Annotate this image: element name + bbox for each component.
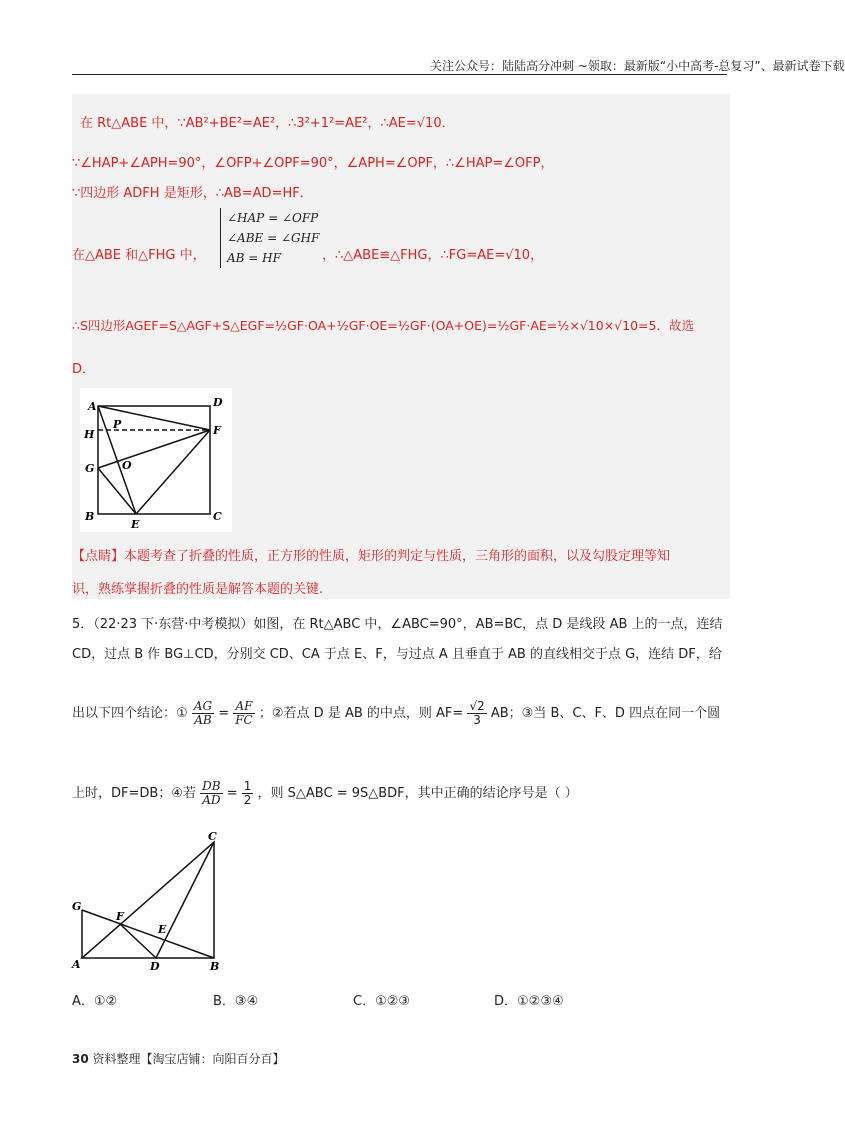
fig2-label-E: E: [158, 923, 167, 936]
solution-line-6: D．: [72, 362, 96, 377]
solution-line-4-post: ，∴△ABE≌△FHG，∴FG=AE=√10，: [322, 248, 544, 263]
square-figure-svg: [80, 388, 232, 532]
page-header: 关注公众号：陆陆高分冲刺 ~领取：最新版“小中高考-总复习”、最新试卷下载: [430, 59, 845, 73]
problem-line-4-a: 上时，DF=DB；④若: [72, 786, 196, 802]
fig1-label-C: C: [213, 510, 222, 523]
problem-line-4-b: ，则 S△ABC = 9S△BDF，其中正确的结论序号是（ ）: [257, 786, 578, 802]
page-footer: [72, 1050, 285, 1067]
fig1-label-G: G: [85, 462, 95, 475]
system-eq-2: ∠ABE = ∠GHF: [227, 231, 320, 245]
fig1-label-P: P: [113, 418, 122, 431]
fig1-label-F: F: [213, 424, 221, 437]
footer-text: 资料整理【淘宝店铺：向阳百分百】: [92, 1052, 285, 1066]
fig2-label-C: C: [208, 830, 217, 843]
solution-line-4-pre: 在△ABE 和△FHG 中，: [72, 248, 206, 263]
congruence-system: [220, 208, 319, 268]
fig2-label-G: G: [72, 900, 82, 913]
page-number: 30: [72, 1052, 89, 1066]
fig2-label-A: A: [72, 958, 81, 971]
comment-line-2: 识，熟练掌握折叠的性质是解答本题的关键.: [72, 582, 324, 597]
fig1-label-H: H: [84, 428, 95, 441]
fraction-db-ad: $\frac{DB}{AD}$: [202, 779, 221, 808]
problem-line-3: 出以下四个结论：① $\frac{AG}{AB}$ = $\frac{AF}{FC}$ ；②若点 D 是 AB 的中点，则 AF= $\frac{√2}{3}$ AB；③当 B、C、F、D 四点在同一个圆: [72, 699, 721, 728]
option-d[interactable]: D．①②③④: [494, 994, 564, 1009]
system-eq-1: ∠HAP = ∠OFP: [227, 211, 319, 225]
problem-line-2: CD，过点 B 作 BG⊥CD，分别交 CD、CA 于点 E、F，与过点 A 且垂直于 AB 的直线相交于点 G，连结 DF，给: [72, 647, 722, 662]
fraction-one-half: $\frac{1}{2}$: [243, 779, 252, 808]
fig1-label-D: D: [213, 396, 223, 409]
square-figure: [80, 388, 232, 532]
fraction-af-fc: $\frac{AF}{FC}$: [235, 699, 253, 728]
problem-line-4: 上时，DF=DB；④若 $\frac{DB}{AD}$ = $\frac{1}{2}$ ，则 S△ABC = 9S△BDF，其中正确的结论序号是（ ）: [72, 779, 578, 808]
option-b[interactable]: B．③④: [213, 994, 259, 1009]
fraction-ag-ab: $\frac{AG}{AB}$: [193, 699, 213, 728]
comment-line-1: 【点睛】本题考查了折叠的性质，正方形的性质，矩形的判定与性质，三角形的面积，以及勾股定理等知: [72, 549, 671, 564]
problem-line-3-a: 出以下四个结论：①: [72, 706, 188, 722]
fig2-label-D: D: [150, 960, 160, 973]
header-rule: [72, 74, 727, 75]
system-eq-3: AB = HF: [227, 251, 281, 265]
fig1-label-A: A: [88, 400, 97, 413]
solution-line-2: ∵∠HAP+∠APH=90°，∠OFP+∠OPF=90°，∠APH=∠OPF，∴∠HAP=∠OFP，: [72, 156, 554, 171]
option-a[interactable]: A．①②: [72, 994, 118, 1009]
fig2-label-F: F: [116, 910, 124, 923]
option-c[interactable]: C．①②③: [353, 994, 411, 1009]
solution-line-5: ∴S四边形AGEF=S△AGF+S△EGF=½GF·OA+½GF·OE=½GF·(OA+OE)=½GF·AE=½×√10×√10=5．故选: [72, 318, 694, 333]
problem-line-1: 5．（22·23 下·东营·中考模拟）如图，在 Rt△ABC 中，∠ABC=90°，AB=BC，点 D 是线段 AB 上的一点，连结: [72, 617, 723, 632]
fraction-sqrt2-3: $\frac{√2}{3}$: [469, 699, 485, 728]
triangle-figure-svg: [72, 830, 232, 972]
problem-line-3-b: ；②若点 D 是 AB 的中点，则 AF=: [258, 706, 464, 722]
fig1-label-B: B: [85, 510, 95, 523]
fig1-label-E: E: [131, 518, 140, 531]
fig1-label-O: O: [122, 459, 132, 472]
solution-line-3: ∵四边形 ADFH 是矩形，∴AB=AD=HF．: [72, 186, 313, 201]
problem-line-3-c: AB；③当 B、C、F、D 四点在同一个圆: [490, 706, 721, 722]
fig2-label-B: B: [210, 960, 220, 973]
solution-line-1: 在 Rt△ABE 中，∵AB²+BE²=AE²，∴3²+1²=AE²，∴AE=√10．: [80, 116, 455, 131]
triangle-figure: [72, 830, 232, 972]
